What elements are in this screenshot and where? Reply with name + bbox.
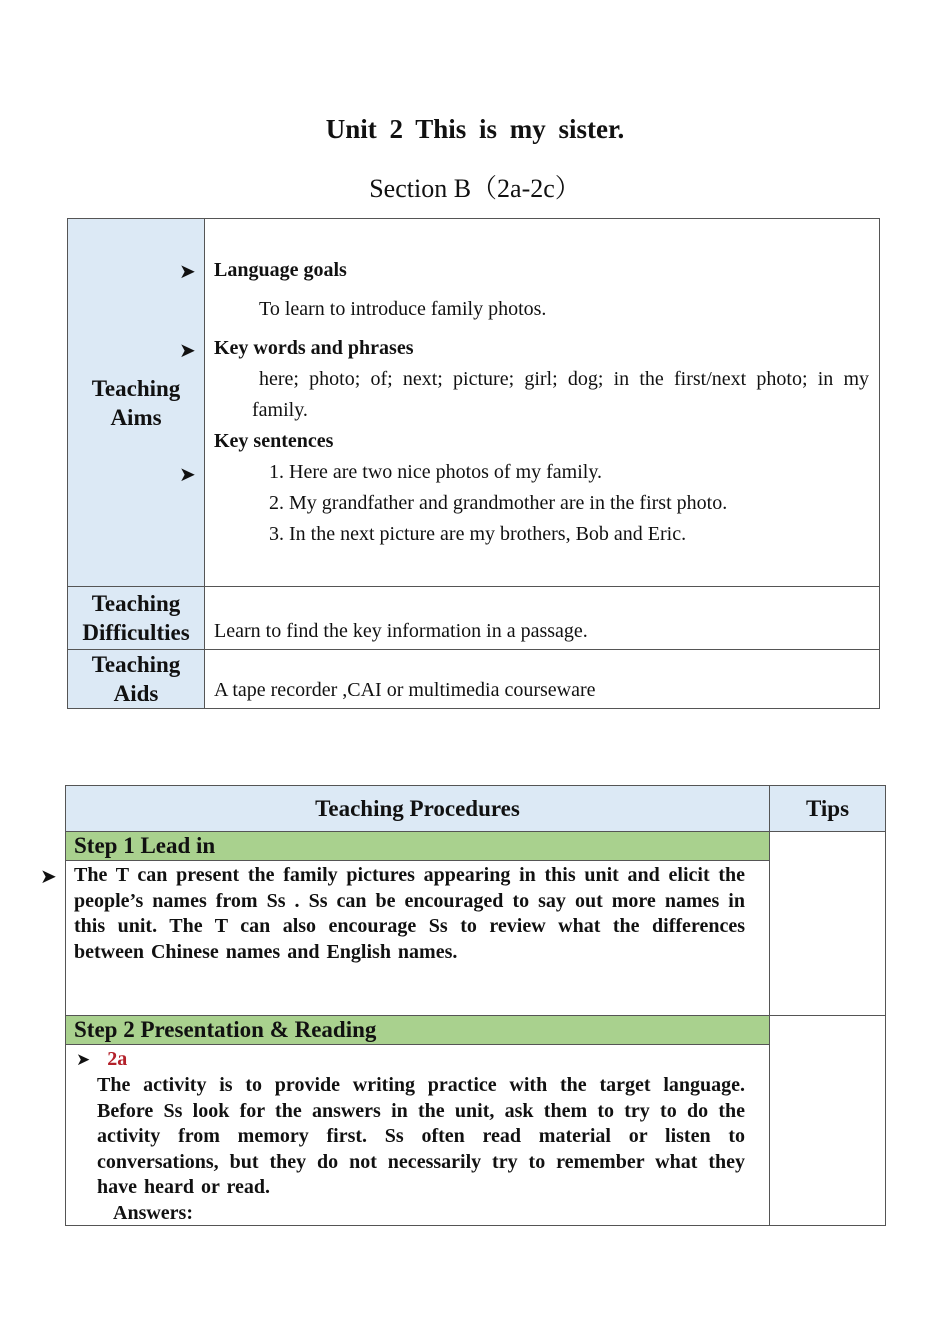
arrow-bullet-icon: ➤ — [40, 866, 57, 888]
procedures-column-header: Teaching Procedures — [66, 786, 770, 832]
goal-line: 1. Here are two nice photos of my family. — [269, 461, 603, 483]
teaching-aids-label: Teaching Aids — [68, 650, 205, 709]
step2-cell — [66, 1016, 770, 1226]
page-title: Unit 2 This is my sister. — [325, 114, 625, 144]
page-subtitle: Section B（2a-2c） — [369, 174, 581, 203]
arrow-bullet-icon: ➤ — [179, 340, 196, 362]
goal-line: here; photo; of; next; picture; girl; dog; in the first/next photo; in my — [259, 368, 869, 390]
goal-label: Key sentences — [214, 430, 334, 452]
goal-line: family. — [252, 399, 308, 421]
goal-label: Key words and phrases — [214, 337, 414, 359]
goal-label: Language goals — [214, 259, 347, 281]
teaching-aims-content — [179, 219, 880, 587]
teaching-procedures-table — [40, 785, 886, 1226]
teaching-aids-text: A tape recorder ,CAI or multimedia courseware — [205, 650, 880, 709]
arrow-bullet-icon: ➤ — [179, 464, 196, 486]
step2-heading: Step 2 Presentation & Reading — [66, 1016, 769, 1045]
step1-tips-cell — [770, 832, 886, 1016]
goal-line: 3. In the next picture are my brothers, Bob and Eric. — [269, 523, 687, 545]
step1-text: The T can present the family pictures appearing in this unit and elicit the people’s names from Ss . Ss can be encouraged to say out more names in this unit. The T can also encourage Ss to review what the differences between Chinese names and English names. — [74, 864, 745, 963]
step1-cell — [40, 832, 770, 1016]
teaching-difficulties-text: Learn to find the key information in a passage. — [205, 587, 880, 650]
step1-heading: Step 1 Lead in — [66, 832, 769, 861]
teaching-aims-label: Teaching Aims — [68, 219, 205, 587]
goal-line: 2. My grandfather and grandmother are in the first photo. — [269, 492, 728, 514]
tips-column-header: Tips — [770, 786, 886, 832]
arrow-bullet-icon: ➤ — [76, 1050, 91, 1069]
step2-tips-cell — [770, 1016, 886, 1226]
teaching-difficulties-label: Teaching Difficulties — [68, 587, 205, 650]
goal-line: To learn to introduce family photos. — [259, 298, 547, 320]
step2-text: The activity is to provide writing practice with the target language. Before Ss look for the answers in the unit, ask them to try to do the activity from memory first. Ss often read material or listen to conversations, but they do not necessarily try to remember what they have heard or read. — [97, 1074, 745, 1198]
arrow-bullet-icon: ➤ — [179, 261, 196, 283]
teaching-aims-table — [67, 218, 880, 709]
activity-2a-label: 2a — [107, 1048, 128, 1070]
answers-label: Answers: — [113, 1201, 193, 1224]
